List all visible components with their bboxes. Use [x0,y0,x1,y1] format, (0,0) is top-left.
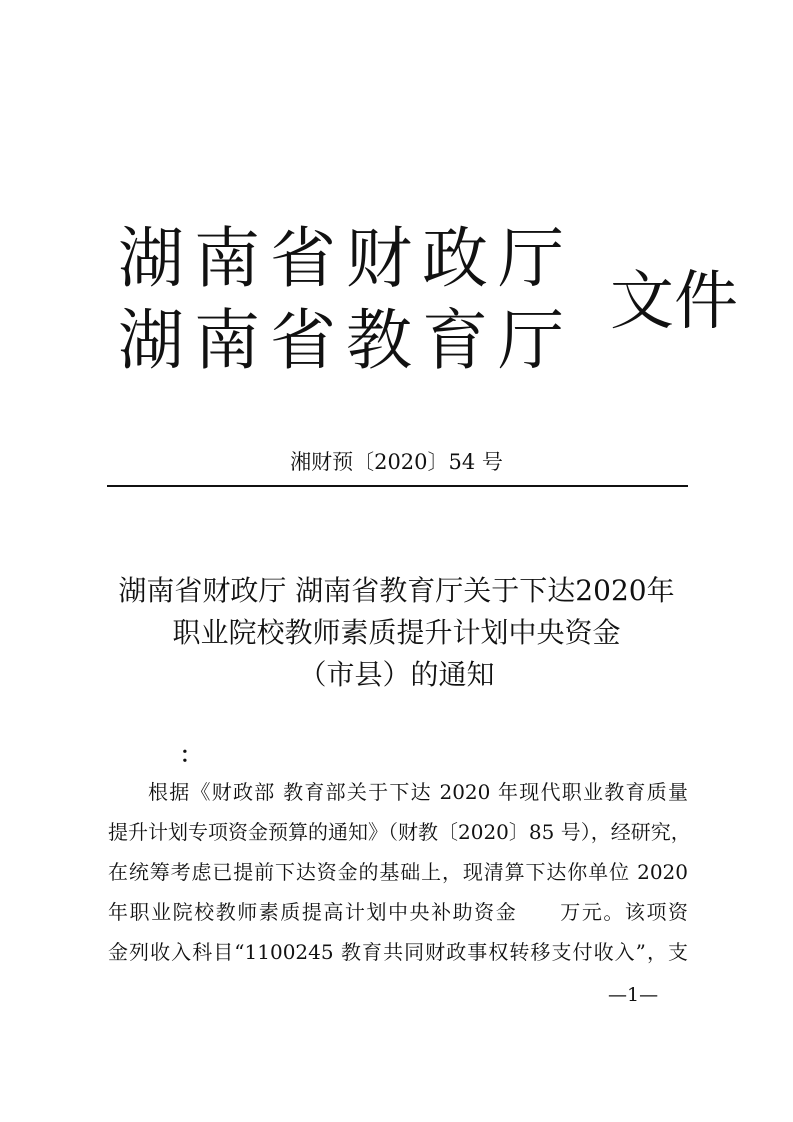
body-line: 年职业院校教师素质提高计划中央补助资金 万元。该项资 [108,900,688,924]
body-line: 根据《财政部 教育部关于下达 2020 年现代职业教育质量 [148,780,688,804]
issuing-org-finance: 湖南省财政厅 [118,220,574,297]
body-line: 提升计划专项资金预算的通知》（财教〔2020〕85 号），经研究， [108,820,691,844]
salutation: ： [180,742,201,767]
body-text [108,772,691,972]
title-line-2: 职业院校教师素质提升计划中央资金 [172,616,621,649]
document-header [118,220,738,390]
document-type-label: 文件 [610,265,738,339]
title-line-3: （市县）的通知 [298,658,495,691]
document-number: 湘财预〔2020〕54 号 [290,450,503,474]
title-line-1: 湖南省财政厅 湖南省教育厅关于下达2020年 [118,574,675,607]
issuing-org-education: 湖南省教育厅 [118,302,574,379]
header-divider [107,485,688,487]
body-line: 金列收入科目“1100245 教育共同财政事权转移支付收入”，支 [108,940,688,964]
document-title [90,570,703,696]
page-number: —1— [608,984,659,1006]
body-line: 在统筹考虑已提前下达资金的基础上，现清算下达你单位 2020 [108,860,688,884]
